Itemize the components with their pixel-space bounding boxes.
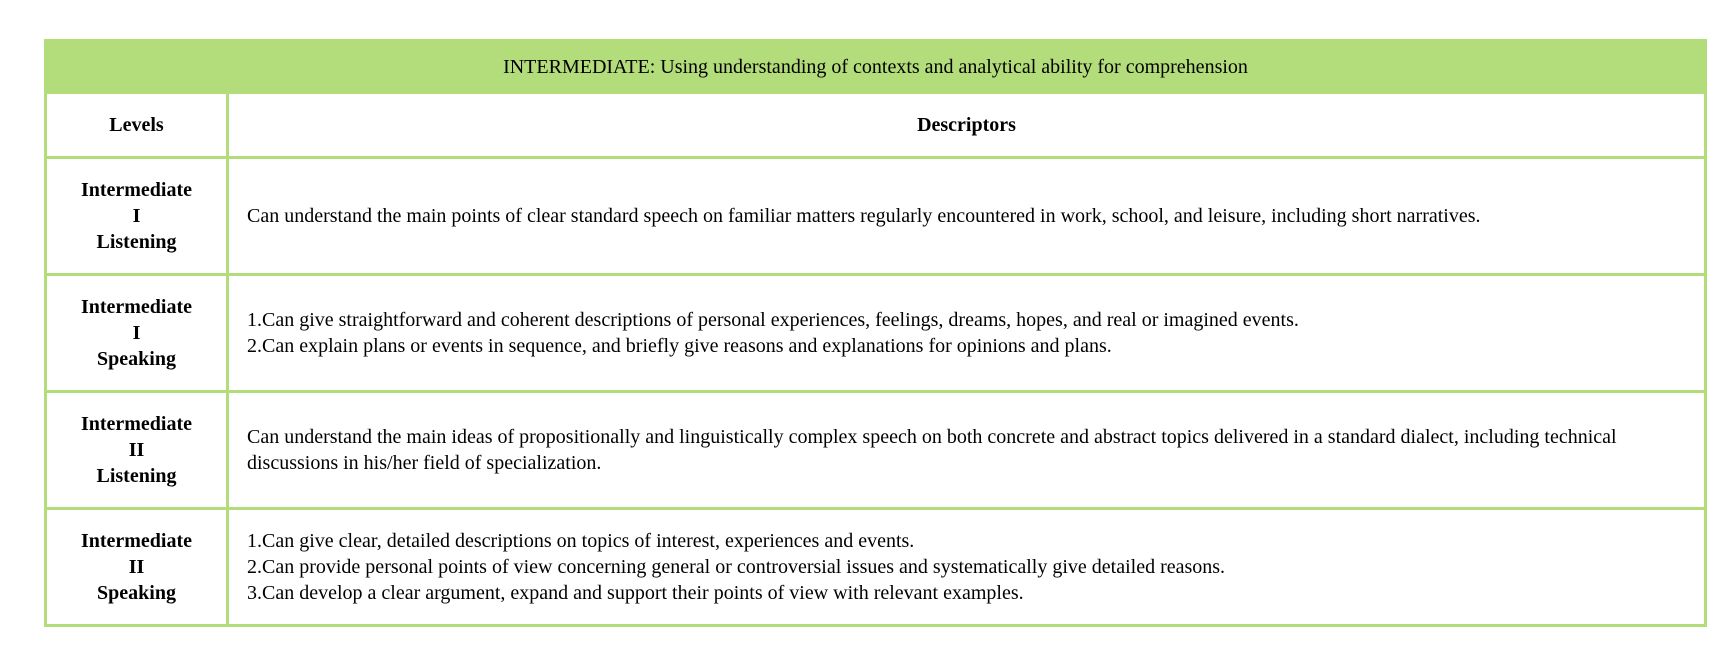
descriptor-text: 2.Can provide personal points of view concerning general or controversial issues and systematically give detailed reasons.	[247, 556, 1226, 578]
level-name: Intermediate	[80, 413, 193, 435]
descriptors-header: Descriptors	[228, 93, 1706, 158]
descriptor-text: 2.Can explain plans or events in sequence, and briefly give reasons and explanations for opinions and plans.	[247, 335, 1112, 357]
level-cell	[46, 509, 228, 626]
level-cell	[46, 158, 228, 275]
level-skill: Speaking	[97, 582, 176, 604]
descriptor-text: 3.Can develop a clear argument, expand and support their points of view with relevant examples.	[247, 582, 1024, 604]
descriptor-cell	[228, 158, 1706, 275]
level-number: II	[128, 556, 145, 578]
descriptor-text: 1.Can give straightforward and coherent descriptions of personal experiences, feelings, dreams, hopes, and real or imagined events.	[247, 309, 1299, 331]
descriptor-text: 1.Can give clear, detailed descriptions on topics of interest, experiences and events.	[247, 530, 915, 552]
level-skill: Listening	[96, 465, 177, 487]
level-number: II	[128, 439, 145, 461]
level-cell	[46, 392, 228, 509]
level-skill: Speaking	[97, 348, 176, 370]
descriptor-cell	[228, 275, 1706, 392]
level-name: Intermediate	[80, 296, 193, 318]
table-title: INTERMEDIATE: Using understanding of contexts and analytical ability for comprehension	[46, 41, 1706, 93]
level-number: I	[132, 205, 141, 227]
descriptor-text: Can understand the main points of clear standard speech on familiar matters regularly encountered in work, school, and leisure, including short narratives.	[247, 205, 1481, 227]
table-row	[46, 392, 1706, 509]
level-cell	[46, 275, 228, 392]
level-name: Intermediate	[80, 179, 193, 201]
descriptor-cell	[228, 392, 1706, 509]
table-row	[46, 509, 1706, 626]
table-row	[46, 275, 1706, 392]
level-name: Intermediate	[80, 530, 193, 552]
descriptor-cell	[228, 509, 1706, 626]
levels-header: Levels	[46, 93, 228, 158]
descriptor-text: Can understand the main ideas of propositionally and linguistically complex speech on both concrete and abstract topics delivered in a standard dialect, including technical discussions in his/her field of specialization.	[247, 426, 1617, 474]
table-row	[46, 158, 1706, 275]
table-header-row	[46, 93, 1706, 158]
table-title-row	[46, 41, 1706, 93]
descriptor-table-container	[44, 39, 1707, 627]
level-number: I	[132, 322, 141, 344]
descriptor-table	[44, 39, 1707, 627]
level-skill: Listening	[96, 231, 177, 253]
